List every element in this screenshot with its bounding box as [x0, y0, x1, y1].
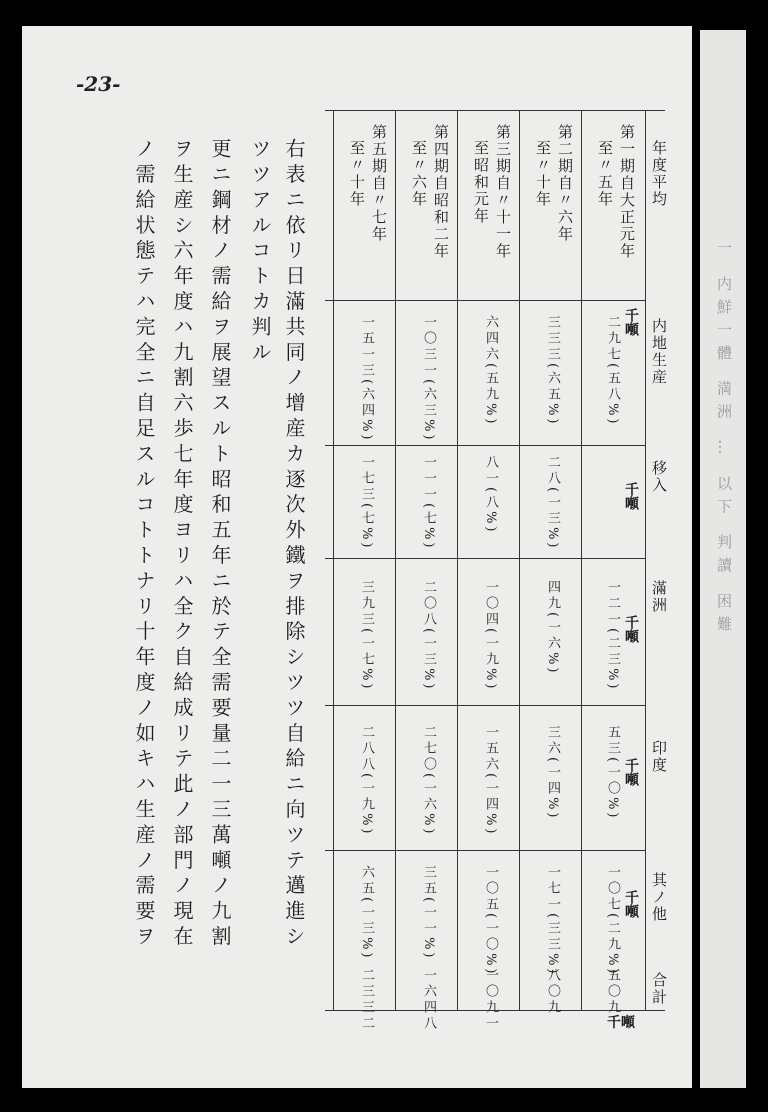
header-india: 印度 — [650, 740, 668, 774]
table-rule — [395, 110, 396, 1010]
unit-label: 千噸 — [623, 890, 639, 918]
table-rule — [645, 110, 646, 1010]
steel-supply-table — [325, 110, 668, 1032]
paragraph-line-1: 右表ニ依リ日滿共同ノ增産カ逐次外鐵ヲ排除シツツ自給ニ向ツテ邁進シ — [282, 138, 306, 951]
table-cell: 二九七(五八%) — [605, 315, 620, 427]
adjacent-page-text: 一 内鮮一體 満洲 … 以下 判讀 困難 — [715, 240, 733, 639]
table-cell: 一七一(三三%) — [545, 865, 560, 977]
table-cell: 一〇三一(六三%) — [421, 315, 436, 443]
unit-label: 千噸 — [623, 308, 639, 336]
table-cell: 一二一(二三%) — [605, 580, 620, 692]
table-cell: 二八八(一九%) — [359, 725, 374, 837]
period-4-sub: 至〃六年 — [410, 140, 428, 208]
paragraph-line-4: ヲ生産シ六年度ハ九割六歩七年度ヨリハ全ク自給成リテ此ノ部門ノ現在 — [170, 138, 194, 951]
period-4-label: 第四期自昭和二年 — [432, 124, 450, 260]
table-rule — [325, 850, 645, 851]
table-rule-top — [325, 110, 665, 111]
period-1-sub: 至〃五年 — [596, 140, 614, 208]
header-year-average: 年度平均 — [650, 140, 668, 208]
period-1-label: 第一期自大正元年 — [618, 124, 636, 260]
table-cell: 一〇四(一九%) — [483, 580, 498, 692]
table-cell: 四九(一六%) — [545, 580, 560, 676]
header-domestic-production: 内地生産 — [650, 318, 668, 386]
table-cell: 一〇九一 — [483, 968, 498, 1032]
table-cell: 二三三二 — [359, 968, 374, 1032]
header-other: 其ノ他 — [650, 872, 668, 923]
table-rule — [325, 445, 645, 446]
table-cell: 三九三(一七%) — [359, 580, 374, 692]
table-rule — [457, 110, 458, 1010]
unit-label: 千噸 — [623, 615, 639, 643]
period-3-sub: 至昭和元年 — [472, 140, 490, 225]
period-5-sub: 至〃十年 — [348, 140, 366, 208]
paragraph-line-5: ノ需給状態テハ完全ニ自足スルコトトナリ十年度ノ如キハ生産ノ需要ヲ — [132, 138, 156, 951]
table-cell: 三三三(六五%) — [545, 315, 560, 427]
table-cell: 二八(一三%) — [545, 455, 560, 551]
period-5-label: 第五期自〃七年 — [370, 124, 388, 243]
table-cell: 五〇九 — [605, 968, 620, 1016]
unit-label: 千噸 — [623, 482, 639, 510]
unit-label: 千噸 — [623, 758, 639, 786]
adjacent-page-strip — [700, 30, 746, 1088]
table-rule — [581, 110, 582, 1010]
header-manchuria: 滿洲 — [650, 580, 668, 614]
table-rule — [333, 110, 334, 1010]
table-cell: 一六四八 — [421, 968, 436, 1032]
table-cell: 二〇八(一三%) — [421, 580, 436, 692]
table-cell: 三六(一四%) — [545, 725, 560, 821]
table-rule — [325, 558, 645, 559]
period-2-sub: 至〃十年 — [534, 140, 552, 208]
table-cell: 一〇五(一〇%) — [483, 865, 498, 977]
period-2-label: 第二期自〃六年 — [556, 124, 574, 243]
header-total: 合計 — [650, 972, 668, 1006]
table-cell: 六五(一三%) — [359, 865, 374, 961]
table-rule — [325, 705, 645, 706]
table-cell: 八〇九 — [545, 968, 560, 1016]
period-3-label: 第三期自〃十一年 — [494, 124, 512, 260]
table-cell: 八一(八%) — [483, 455, 498, 535]
table-cell: 一五一三(六四%) — [359, 315, 374, 443]
table-cell: 五三(一〇%) — [605, 725, 620, 821]
table-cell: 一七三(七%) — [359, 455, 374, 551]
table-cell: 一一一(七%) — [421, 455, 436, 551]
paragraph-line-3: 更ニ鋼材ノ需給ヲ展望スルト昭和五年ニ於テ全需要量二一三萬噸ノ九割 — [208, 138, 232, 951]
table-cell: 三五(一一%) — [421, 865, 436, 961]
table-rule — [325, 300, 645, 301]
page-number: -23- — [76, 72, 121, 96]
table-cell: 六四六(五九%) — [483, 315, 498, 427]
table-cell: 二七〇(一六%) — [421, 725, 436, 837]
table-cell: 一五六(一四%) — [483, 725, 498, 837]
paragraph-line-2: ツツアルコトカ判ル — [248, 138, 272, 367]
total-unit-mark: 千噸 — [607, 1015, 635, 1031]
table-cell: 一〇七(二九%) — [605, 865, 620, 977]
table-rule — [519, 110, 520, 1010]
header-import: 移入 — [650, 460, 668, 494]
